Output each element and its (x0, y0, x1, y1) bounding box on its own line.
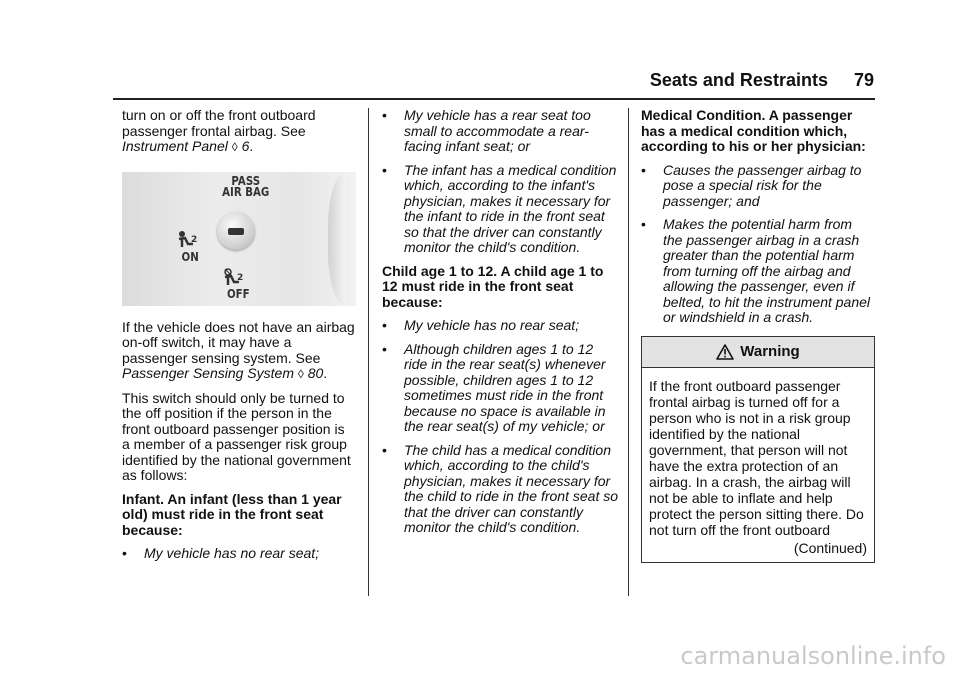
infant-heading: Infant. An infant (less than 1 year old) must ride in the front seat because: (122, 490, 342, 538)
passenger-sensing-link[interactable]: Passenger Sensing System (122, 365, 294, 381)
bullet-icon: • (382, 161, 387, 178)
instrument-panel-link[interactable]: Instrument Panel (122, 138, 228, 154)
list-item: • Although children ages 1 to 12 ride in the rear seat(s) whenever possible, children ages 1 to 12 sometimes must ride in the front because no space is available in the rear seat(s) of my vehicle; or (382, 340, 606, 434)
list-item: • Makes the potential harm from the passenger airbag in a crash greater than the potential harm from turning off the airbag and allowing the passenger, even if belted, to hit the instrument panel or windshield in a crash. (641, 216, 871, 325)
bullet-icon: • (641, 216, 646, 232)
page-number: 79 (853, 70, 874, 90)
key-slot (228, 228, 244, 235)
list-item: • My vehicle has a rear seat too small to accommodate a rear-facing infant seat; or (382, 107, 591, 154)
list-item: • Causes the passenger airbag to pose a special risk for the passenger; and (641, 161, 862, 209)
warning-body: If the front outboard passenger frontal airbag is turned off for a person who is not in a risk group identified by the national government, that person will not have the extra protection of an airbag. In a crash, the airbag will not be able to inflate and help protect the person sitting there. Do not turn off the front outboard (Continued) (649, 377, 867, 556)
column-divider-2 (628, 108, 629, 596)
list-item: • The child has a medical condition which, according to the child's physician, makes it necessary for the child to ride in the front seat so that the driver can constantly monitor the child's condition. (382, 441, 619, 535)
warning-title: Warning (740, 342, 800, 360)
list-item: • The infant has a medical condition which, according to the infant's physician, makes it necessary for the infant to ride in the front seat so that the driver can constantly monitor the child's condition. (382, 161, 617, 255)
bullet-icon: • (641, 161, 646, 178)
airbag-switch-photo (122, 172, 356, 306)
child-heading: Child age 1 to 12. A child age 1 to 12 must ride in the front seat because: (382, 262, 604, 310)
bullet-icon: • (382, 317, 387, 333)
medical-heading: Medical Condition. A passenger has a medical condition which, according to his or her physician: (641, 107, 866, 154)
list-item: • My vehicle has no rear seat; (122, 545, 320, 561)
column-2 (382, 108, 618, 544)
switch-paragraph: This switch should only be turned to the off position if the person in the front outboard passenger position is a member of a passenger risk group identified by the national government as follows: (122, 389, 351, 483)
page-ref-icon: ◊ (231, 140, 238, 154)
section-title: Seats and Restraints (649, 70, 828, 90)
page-header (650, 70, 874, 91)
warning-header (642, 337, 874, 368)
passenger-airbag-on-icon (176, 230, 198, 250)
bullet-icon: • (122, 545, 127, 561)
warning-triangle-icon (716, 344, 734, 360)
column-3 (641, 108, 875, 563)
warning-box (641, 336, 875, 563)
bullet-icon: • (382, 441, 387, 458)
intro-paragraph: turn on or off the front outboard passenger frontal airbag. See Instrument Panel ◊ 6. (122, 107, 316, 154)
pass-air-bag-label: PASS AIR BAG (222, 173, 270, 199)
bullet-icon: • (382, 107, 387, 123)
page-ref-icon: ◊ (297, 367, 304, 381)
list-item: • My vehicle has no rear seat; (382, 317, 580, 333)
svg-text:2: 2 (237, 272, 244, 283)
on-label: ON (181, 249, 199, 264)
sensing-paragraph: If the vehicle does not have an airbag on-off switch, it may have a passenger sensing system. See Passenger Sensing System ◊ 80. (122, 318, 355, 381)
watermark: carmanualsonline.info (680, 642, 946, 670)
header-rule (113, 98, 875, 100)
off-label: OFF (226, 286, 250, 301)
bullet-icon: • (382, 340, 387, 357)
column-1 (122, 108, 356, 570)
continued-label: (Continued) (793, 539, 867, 556)
svg-text:2: 2 (191, 234, 198, 245)
column-divider-1 (368, 108, 369, 596)
passenger-airbag-off-icon (222, 268, 244, 288)
